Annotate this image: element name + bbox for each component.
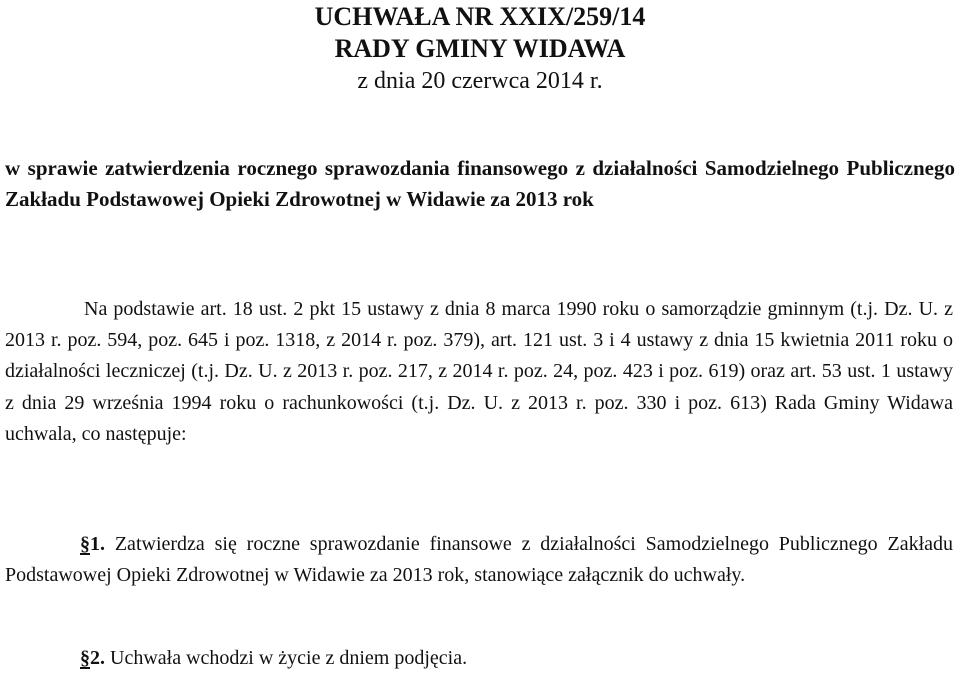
paragraph-text: Zatwierdza się roczne sprawozdanie finansowe z działalności Samodzielnego Publicznego Zakładu Podstawowej Opieki Zdrowotnej w Widawie za 2013 rok, stanowiące załącznik do uchwały. — [5, 533, 954, 587]
resolution-title: UCHWAŁA NR XXIX/259/14 — [314, 2, 646, 31]
council-name: RADY GMINY WIDAWA — [334, 34, 626, 63]
paragraph-number: 1. — [90, 533, 105, 555]
legal-basis-preamble: Na podstawie art. 18 ust. 2 pkt 15 ustawy z dnia 8 marca 1990 roku o samorządzie gminnym (t.j. Dz. U. z 2013 r. poz. 594, poz. 645 i poz. 1318, z 2014 r. poz. 379), art. 121 ust. 3 i 4 ustawy z dnia 15 kwietnia 2011 roku o działalności leczniczej (t.j. Dz. U. z 2013 r. poz. 217, z 2014 r. poz. 24, poz. 423 i poz. 619) oraz art. 53 ust. 1 ustawy z dnia 29 września 1994 roku o rachunkowości (t.j. Dz. U. z 2013 r. poz. 330 i poz. 613) Rada Gminy Widawa uchwala, co następuje: — [5, 298, 953, 445]
paragraph-2 — [5, 643, 953, 674]
section-sign: § — [80, 533, 90, 555]
resolution-date: z dnia 20 czerwca 2014 r. — [357, 68, 603, 94]
section-sign: § — [80, 647, 90, 669]
paragraph-text: Uchwała wchodzi w życie z dniem podjęcia. — [110, 647, 468, 669]
resolution-subject: w sprawie zatwierdzenia rocznego sprawozdania finansowego z działalności Samodzielnego Publicznego Zakładu Podstawowej Opieki Zdrowotnej w Widawie za 2013 rok — [5, 156, 955, 211]
paragraph-1 — [5, 529, 953, 591]
paragraph-number: 2. — [90, 647, 105, 669]
